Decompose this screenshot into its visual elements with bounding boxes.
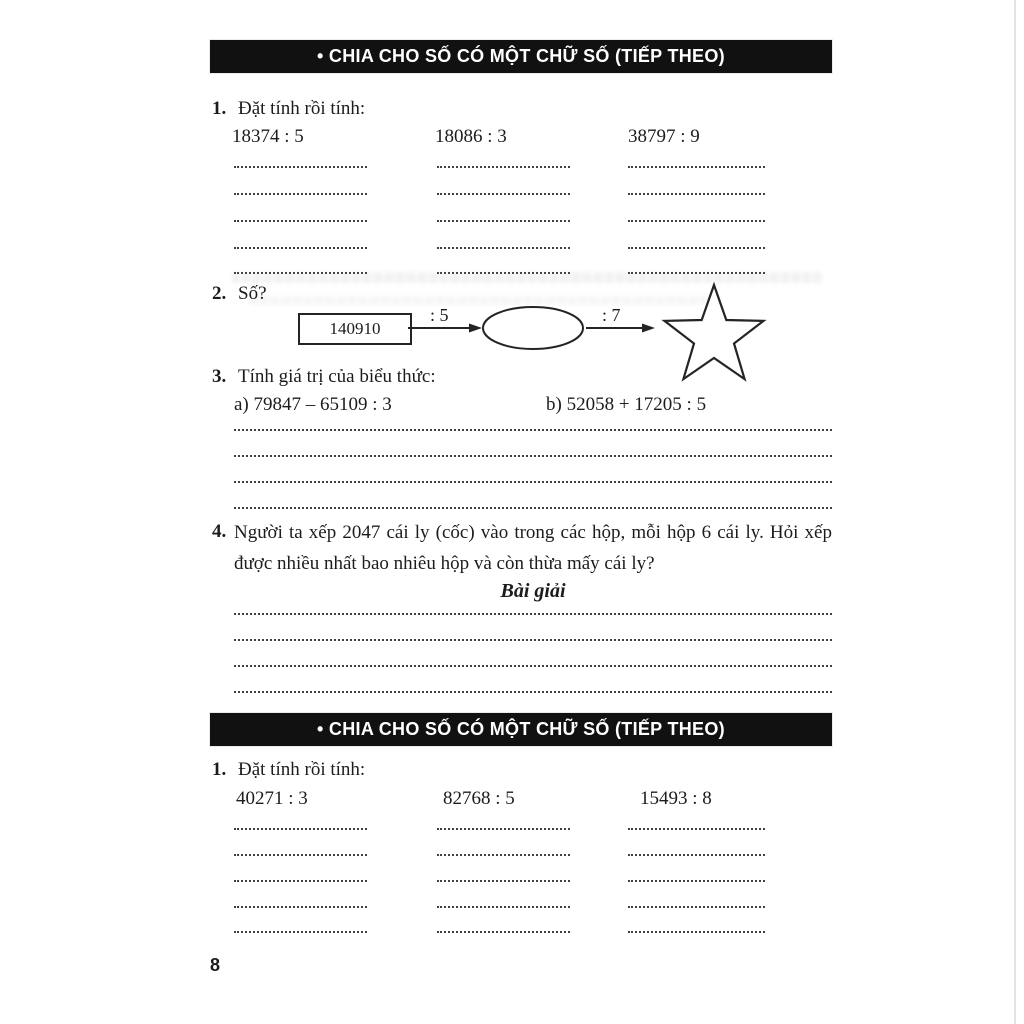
answer-line <box>234 659 832 667</box>
division-problem: 38797 : 9 <box>628 126 700 147</box>
answer-line <box>437 160 570 168</box>
divide-by-5-label: : 5 <box>430 305 449 325</box>
expression-a: a) 79847 – 65109 : 3 <box>234 394 392 415</box>
answer-line <box>437 874 570 882</box>
word-problem-text: Người ta xếp 2047 cái ly (cốc) vào trong các hộp, mỗi hộp 6 cái ly. Hỏi xếp được nhiều nhất bao nhiêu hộp và còn thừa mấy cái ly? <box>234 522 832 574</box>
answer-line <box>628 848 765 856</box>
division-problem: 18086 : 3 <box>435 126 507 147</box>
answer-line <box>628 160 765 168</box>
answer-line <box>437 241 570 249</box>
answer-line <box>628 214 765 222</box>
empty-star-shape <box>665 285 764 379</box>
answer-lines-grid <box>232 160 834 275</box>
division-problem: 82768 : 5 <box>443 788 515 809</box>
answer-line <box>234 187 367 195</box>
answer-line <box>628 187 765 195</box>
answer-line <box>234 925 367 933</box>
section-1-title-banner: • CHIA CHO SỐ CÓ MỘT CHỮ SỐ (TIẾP THEO) <box>210 40 832 73</box>
answer-line <box>234 900 367 908</box>
section-2-title-banner: • CHIA CHO SỐ CÓ MỘT CHỮ SỐ (TIẾP THEO) <box>210 713 832 746</box>
flow-diagram <box>405 280 805 386</box>
answer-line <box>234 160 367 168</box>
answer-lines-grid <box>232 822 834 937</box>
exercise-1b-label: Đặt tính rồi tính: <box>238 759 366 780</box>
exercise-1b-number: 1. <box>212 759 227 780</box>
exercise-1-label: Đặt tính rồi tính: <box>238 98 366 119</box>
answer-line <box>437 925 570 933</box>
answer-line <box>234 874 367 882</box>
answer-line <box>628 241 765 249</box>
answer-line <box>234 607 832 615</box>
answer-line <box>234 449 832 457</box>
answer-line <box>437 822 570 830</box>
answer-line <box>234 848 367 856</box>
answer-line <box>234 214 367 222</box>
answer-line <box>628 900 765 908</box>
answer-line <box>437 187 570 195</box>
page-number: 8 <box>210 955 221 975</box>
exercise-2-number: 2. <box>212 283 227 304</box>
start-number-box: 140910 <box>298 313 412 345</box>
answer-line <box>234 423 832 431</box>
answer-line <box>234 822 367 830</box>
exercise-4-number: 4. <box>212 521 227 542</box>
division-problem: 15493 : 8 <box>640 788 712 809</box>
division-problem: 18374 : 5 <box>232 126 304 147</box>
answer-line <box>234 633 832 641</box>
exercise-2-label: Số? <box>238 283 267 304</box>
exercise-3-number: 3. <box>212 366 227 387</box>
solution-heading: Bài giải <box>500 580 566 602</box>
answer-line <box>628 925 765 933</box>
divide-by-7-label: : 7 <box>602 305 621 325</box>
exercise-3-label: Tính giá trị của biểu thức: <box>238 366 436 387</box>
answer-line <box>234 241 367 249</box>
answer-line <box>628 822 765 830</box>
answer-line <box>437 214 570 222</box>
empty-ellipse-shape <box>483 307 583 349</box>
answer-line <box>234 685 832 693</box>
answer-line <box>234 475 832 483</box>
answer-line <box>437 848 570 856</box>
division-problem: 40271 : 3 <box>236 788 308 809</box>
expression-b: b) 52058 + 17205 : 5 <box>546 394 707 415</box>
answer-line <box>628 874 765 882</box>
answer-line <box>437 900 570 908</box>
exercise-1-number: 1. <box>212 98 227 119</box>
answer-line <box>234 501 832 509</box>
photo-edge-artifact <box>1014 0 1016 1024</box>
